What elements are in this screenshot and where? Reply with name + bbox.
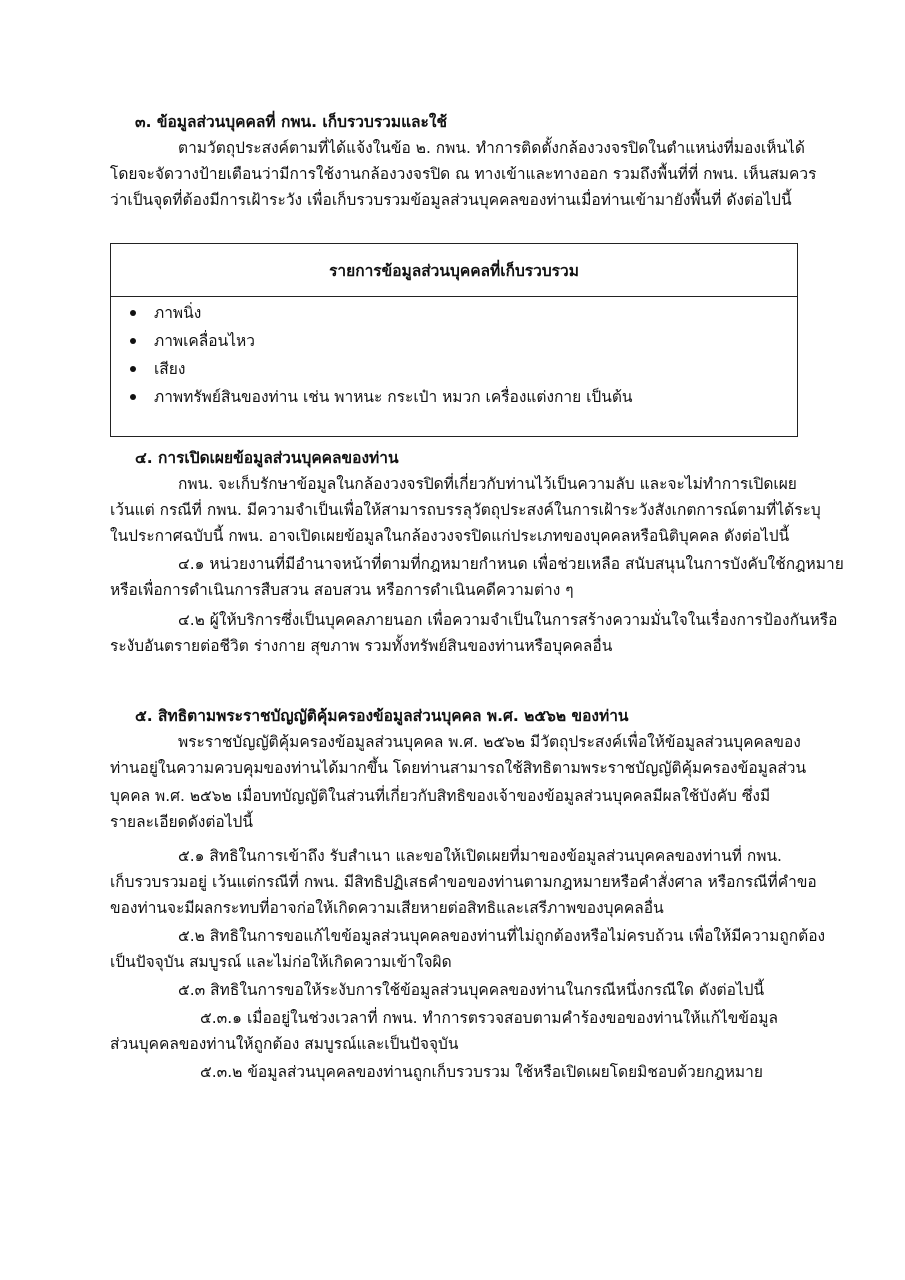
section-5-2-line-2: เป็นปัจจุบัน สมบูรณ์ และไม่ก่อให้เกิดความเข้าใจผิด bbox=[110, 953, 452, 971]
list-item-text: ภาพนิ่ง bbox=[154, 304, 202, 322]
list-item-text: ภาพทรัพย์สินของท่าน เช่น พาหนะ กระเป๋า หมวก เครื่องแต่งกาย เป็นต้น bbox=[154, 388, 633, 406]
section-4-2-line-1: ๔.๒ ผู้ให้บริการซึ่งเป็นบุคคลภายนอก เพื่อความจำเป็นในการสร้างความมั่นใจในเรื่องการป้องกันหรือ bbox=[178, 611, 838, 629]
section-4-title: ๔. การเปิดเผยข้อมูลส่วนบุคคลของท่าน bbox=[135, 449, 399, 467]
personal-data-table bbox=[110, 243, 798, 437]
section-5-3-line: ๕.๓ สิทธิในการขอให้ระงับการใช้ข้อมูลส่วนบุคคลของท่านในกรณีหนึ่งกรณีใด ดังต่อไปนี้ bbox=[178, 981, 765, 999]
section-4-para-line-3: ในประกาศฉบับนี้ กพน. อาจเปิดเผยข้อมูลในกล้องวงจรปิดแก่ประเภทของบุคคลหรือนิติบุคคล ดังต่อไปนี้ bbox=[110, 527, 790, 545]
bullet-icon bbox=[130, 310, 136, 316]
table-header: รายการข้อมูลส่วนบุคคลที่เก็บรวบรวม bbox=[111, 244, 797, 297]
section-5-title: ๕. สิทธิตามพระราชบัญญัติคุ้มครองข้อมูลส่วนบุคคล พ.ศ. ๒๕๖๒ ของท่าน bbox=[135, 707, 629, 725]
section-3-title: ๓. ข้อมูลส่วนบุคคลที่ กพน. เก็บรวบรวมและใช้ bbox=[135, 113, 447, 131]
section-5-3-2-line: ๕.๓.๒ ข้อมูลส่วนบุคคลของท่านถูกเก็บรวบรวม ใช้หรือเปิดเผยโดยมิชอบด้วยกฎหมาย bbox=[200, 1063, 763, 1081]
section-5-3-1-line-2: ส่วนบุคคลของท่านให้ถูกต้อง สมบูรณ์และเป็นปัจจุบัน bbox=[110, 1035, 459, 1053]
section-5-1-line-3: ของท่านจะมีผลกระทบที่อาจก่อให้เกิดความเสียหายต่อสิทธิและเสรีภาพของบุคคลอื่น bbox=[110, 899, 664, 917]
section-5-1-line-2: เก็บรวบรวมอยู่ เว้นแต่กรณีที่ กพน. มีสิทธิปฏิเสธคำขอของท่านตามกฎหมายหรือคำสั่งศาล หรือกรณีที่คำขอ bbox=[110, 873, 817, 891]
section-5-para-line-4: รายละเอียดดังต่อไปนี้ bbox=[110, 813, 253, 831]
bullet-icon bbox=[130, 394, 136, 400]
list-item-text: เสียง bbox=[154, 360, 186, 378]
section-5-2-line-1: ๕.๒ สิทธิในการขอแก้ไขข้อมูลส่วนบุคคลของท่านที่ไม่ถูกต้องหรือไม่ครบถ้วน เพื่อให้มีความถูกต้อง bbox=[178, 927, 826, 945]
section-5-3-1-line-1: ๕.๓.๑ เมื่ออยู่ในช่วงเวลาที่ กพน. ทำการตรวจสอบตามคำร้องขอของท่านให้แก้ไขข้อมูล bbox=[200, 1009, 778, 1027]
bullet-icon bbox=[130, 366, 136, 372]
section-5-para-line-2: ท่านอยู่ในความควบคุมของท่านได้มากขึ้น โดยท่านสามารถใช้สิทธิตามพระราชบัญญัติคุ้มครองข้อมูลส่วน bbox=[110, 759, 807, 777]
section-3-para-line-1: ตามวัตถุประสงค์ตามที่ได้แจ้งในข้อ ๒. กพน. ทำการติดตั้งกล้องวงจรปิดในตำแหน่งที่มองเห็นได้ bbox=[178, 139, 805, 157]
bullet-icon bbox=[130, 338, 136, 344]
section-4-1-line-1: ๔.๑ หน่วยงานที่มีอำนาจหน้าที่ตามที่กฎหมายกำหนด เพื่อช่วยเหลือ สนับสนุนในการบังคับใช้กฎหมาย bbox=[178, 555, 844, 573]
section-5-1-line-1: ๕.๑ สิทธิในการเข้าถึง รับสำเนา และขอให้เปิดเผยที่มาของข้อมูลส่วนบุคคลของท่านที่ กพน. bbox=[178, 847, 782, 865]
section-4-para-line-2: เว้นแต่ กรณีที่ กพน. มีความจำเป็นเพื่อให้สามารถบรรลุวัตถุประสงค์ในการเฝ้าระวังสังเกตการณ์ตามที่ได้ระบุ bbox=[110, 501, 821, 519]
section-5-para-line-1: พระราชบัญญัติคุ้มครองข้อมูลส่วนบุคคล พ.ศ. ๒๕๖๒ มีวัตถุประสงค์เพื่อให้ข้อมูลส่วนบุคคลของ bbox=[178, 733, 801, 751]
section-3-para-line-3: ว่าเป็นจุดที่ต้องมีการเฝ้าระวัง เพื่อเก็บรวบรวมข้อมูลส่วนบุคคลของท่านเมื่อท่านเข้ามายังพื้นที่ ดังต่อไปนี้ bbox=[110, 191, 792, 209]
section-4-2-line-2: ระงับอันตรายต่อชีวิต ร่างกาย สุขภาพ รวมทั้งทรัพย์สินของท่านหรือบุคคลอื่น bbox=[110, 637, 613, 655]
section-4-1-line-2: หรือเพื่อการดำเนินการสืบสวน สอบสวน หรือการดำเนินคดีความต่าง ๆ bbox=[110, 581, 574, 599]
list-item-text: ภาพเคลื่อนไหว bbox=[154, 332, 255, 350]
section-5-para-line-3: บุคคล พ.ศ. ๒๕๖๒ เมื่อบทบัญญัติในส่วนที่เกี่ยวกับสิทธิของเจ้าของข้อมูลส่วนบุคคลมีผลใช้บังคับ ซึ่งมี bbox=[110, 787, 771, 805]
section-4-para-line-1: กพน. จะเก็บรักษาข้อมูลในกล้องวงจรปิดที่เกี่ยวกับท่านไว้เป็นความลับ และจะไม่ทำการเปิดเผย bbox=[178, 475, 797, 493]
section-3-para-line-2: โดยจะจัดวางป้ายเตือนว่ามีการใช้งานกล้องวงจรปิด ณ ทางเข้าและทางออก รวมถึงพื้นที่ที่ กพน. เห็นสมควร bbox=[110, 165, 817, 183]
